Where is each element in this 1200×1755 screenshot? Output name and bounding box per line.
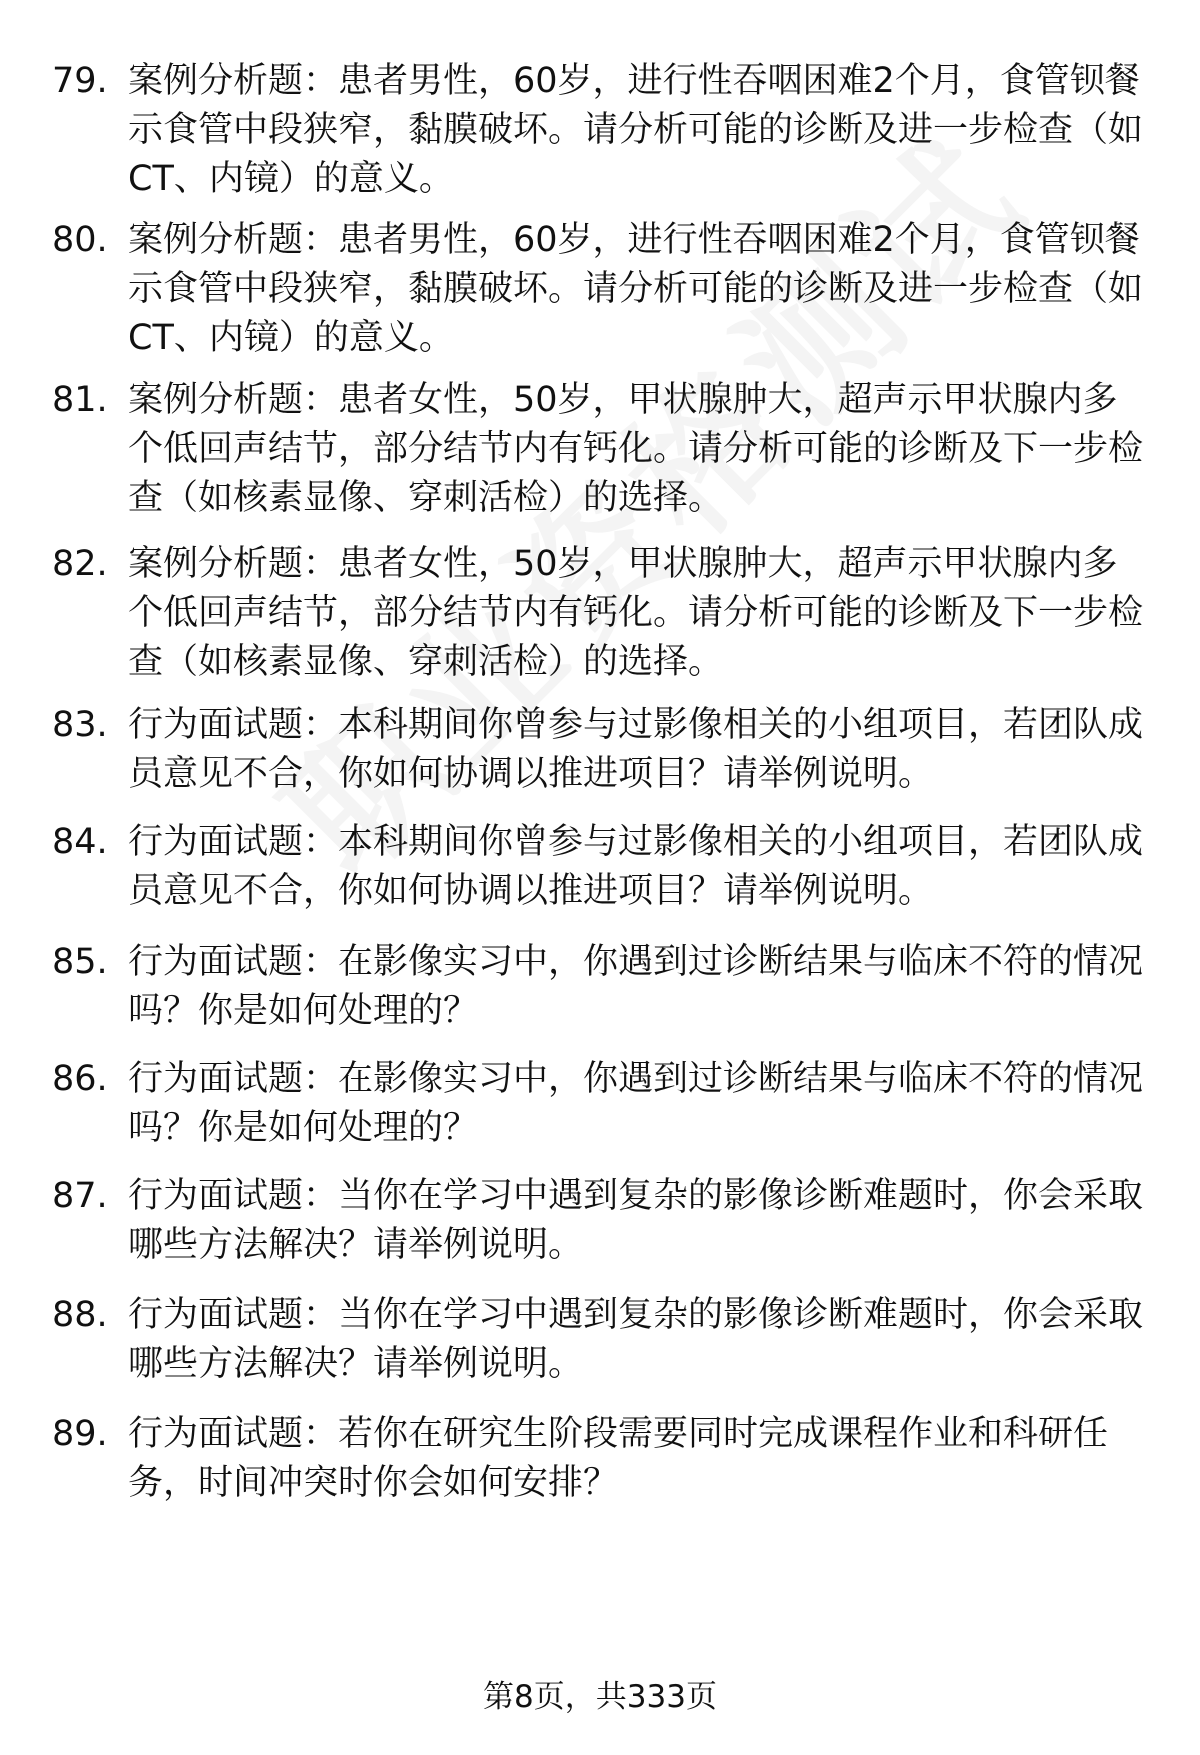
question-number: 88.: [52, 1295, 108, 1335]
question-text: 案例分析题：患者女性，50岁，甲状腺肿大，超声示甲状腺内多个低回声结节，部分结节内有钙化。请分析可能的诊断及下一步检查（如核素显像、穿刺活检）的选择。: [128, 380, 1144, 518]
question-text: 行为面试题：若你在研究生阶段需要同时完成课程作业和科研任务，时间冲突时你会如何安排？: [128, 1414, 1109, 1503]
question-text: 行为面试题：当你在学习中遇到复杂的影像诊断难题时，你会采取哪些方法解决？请举例说明。: [128, 1176, 1144, 1265]
question-number: 83.: [52, 705, 108, 745]
question-text: 行为面试题：在影像实习中，你遇到过诊断结果与临床不符的情况吗？你是如何处理的？: [128, 942, 1144, 1031]
question-text: 案例分析题：患者女性，50岁，甲状腺肿大，超声示甲状腺内多个低回声结节，部分结节内有钙化。请分析可能的诊断及下一步检查（如核素显像、穿刺活检）的选择。: [128, 544, 1144, 682]
page-footer: 第8页，共333页: [483, 1679, 717, 1715]
question-text: 行为面试题：本科期间你曾参与过影像相关的小组项目，若团队成员意见不合，你如何协调以推进项目？请举例说明。: [128, 705, 1144, 794]
question-text: 行为面试题：当你在学习中遇到复杂的影像诊断难题时，你会采取哪些方法解决？请举例说明。: [128, 1295, 1144, 1384]
question-number: 80.: [52, 220, 108, 260]
question-text: 案例分析题：患者男性，60岁，进行性吞咽困难2个月，食管钡餐示食管中段狭窄，黏膜破坏。请分析可能的诊断及进一步检查（如CT、内镜）的意义。: [128, 61, 1144, 199]
question-number: 86.: [52, 1059, 108, 1099]
question-number: 85.: [52, 942, 108, 982]
question-number: 79.: [52, 61, 108, 101]
question-number: 84.: [52, 822, 108, 862]
question-text: 行为面试题：本科期间你曾参与过影像相关的小组项目，若团队成员意见不合，你如何协调以推进项目？请举例说明。: [128, 822, 1144, 911]
question-number: 89.: [52, 1414, 108, 1454]
question-text: 案例分析题：患者男性，60岁，进行性吞咽困难2个月，食管钡餐示食管中段狭窄，黏膜破坏。请分析可能的诊断及进一步检查（如CT、内镜）的意义。: [128, 220, 1144, 358]
question-number: 81.: [52, 380, 108, 420]
question-number: 82.: [52, 544, 108, 584]
question-text: 行为面试题：在影像实习中，你遇到过诊断结果与临床不符的情况吗？你是如何处理的？: [128, 1059, 1144, 1148]
question-number: 87.: [52, 1176, 108, 1216]
